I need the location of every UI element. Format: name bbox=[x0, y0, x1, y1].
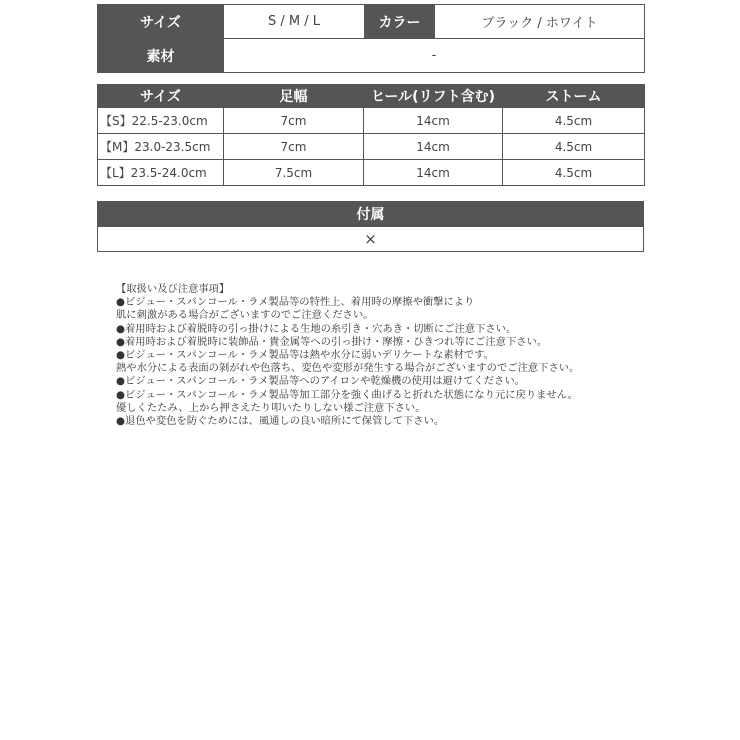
storm-cell: 4.5cm bbox=[503, 108, 645, 134]
note-line: 優しくたたみ、上から押さえたり叩いたりしない様ご注意下さい。 bbox=[116, 401, 426, 414]
spec-row-material bbox=[98, 39, 645, 73]
note-line: ●退色や変色を防ぐためには、風通しの良い暗所にて保管して下さい。 bbox=[116, 414, 445, 427]
notes-heading: 【取扱い及び注意事項】 bbox=[116, 283, 230, 295]
care-notes bbox=[116, 283, 636, 428]
heel-cell: 14cm bbox=[364, 108, 503, 134]
storm-cell: 4.5cm bbox=[503, 134, 645, 160]
note-line: ●ビジュー・スパンコール・ラメ製品等は熱や水分に弱いデリケートな素材です。 bbox=[116, 348, 494, 361]
accessory-header-row bbox=[98, 202, 644, 227]
heel-cell: 14cm bbox=[364, 160, 503, 186]
column-header: サイズ bbox=[98, 85, 224, 108]
table-row bbox=[98, 160, 645, 186]
accessory-value: × bbox=[98, 227, 644, 252]
material-value: - bbox=[224, 39, 645, 73]
width-cell: 7cm bbox=[224, 134, 364, 160]
color-value: ブラック / ホワイト bbox=[435, 5, 645, 39]
accessory-value-row bbox=[98, 227, 644, 252]
size-cell: 【L】23.5-24.0cm bbox=[98, 160, 224, 186]
size-table bbox=[97, 84, 645, 186]
size-cell: 【S】22.5-23.0cm bbox=[98, 108, 224, 134]
accessory-label: 付属 bbox=[98, 202, 644, 227]
note-line: ●ビジュー・スパンコール・ラメ製品等の特性上、着用時の摩擦や衝撃により bbox=[116, 296, 475, 309]
size-value: S / M / L bbox=[224, 5, 365, 39]
size-label: サイズ bbox=[98, 5, 224, 39]
column-header: ストーム bbox=[503, 85, 645, 108]
width-cell: 7cm bbox=[224, 108, 364, 134]
note-line: 肌に刺激がある場合がございますのでご注意ください。 bbox=[116, 309, 374, 322]
spec-table bbox=[97, 4, 645, 73]
column-header: 足幅 bbox=[224, 85, 364, 108]
spec-row-size-color bbox=[98, 5, 645, 39]
note-line: 熱や水分による表面の剝がれや色落ち、変色や変形が発生する場合がございますのでご注意下さい。 bbox=[116, 362, 580, 375]
width-cell: 7.5cm bbox=[224, 160, 364, 186]
accessory-table bbox=[97, 201, 644, 252]
table-row bbox=[98, 134, 645, 160]
note-line: ●ビジュー・スパンコール・ラメ製品等加工部分を強く曲げると折れた状態になり元に戻りません。 bbox=[116, 388, 578, 401]
size-table-header bbox=[98, 85, 645, 108]
color-label: カラー bbox=[365, 5, 435, 39]
table-row bbox=[98, 108, 645, 134]
material-label: 素材 bbox=[98, 39, 224, 73]
storm-cell: 4.5cm bbox=[503, 160, 645, 186]
heel-cell: 14cm bbox=[364, 134, 503, 160]
size-cell: 【M】23.0-23.5cm bbox=[98, 134, 224, 160]
column-header: ヒール(リフト含む) bbox=[364, 85, 503, 108]
note-line: ●着用時および着脱時の引っ掛けによる生地の糸引き・穴あき・切断にご注意下さい。 bbox=[116, 322, 517, 335]
note-line: ●着用時および着脱時に装飾品・貴金属等への引っ掛け・摩擦・ひきつれ等にご注意下さい。 bbox=[116, 335, 548, 348]
note-line: ●ビジュー・スパンコール・ラメ製品等へのアイロンや乾燥機の使用は避けてください。 bbox=[116, 375, 525, 388]
